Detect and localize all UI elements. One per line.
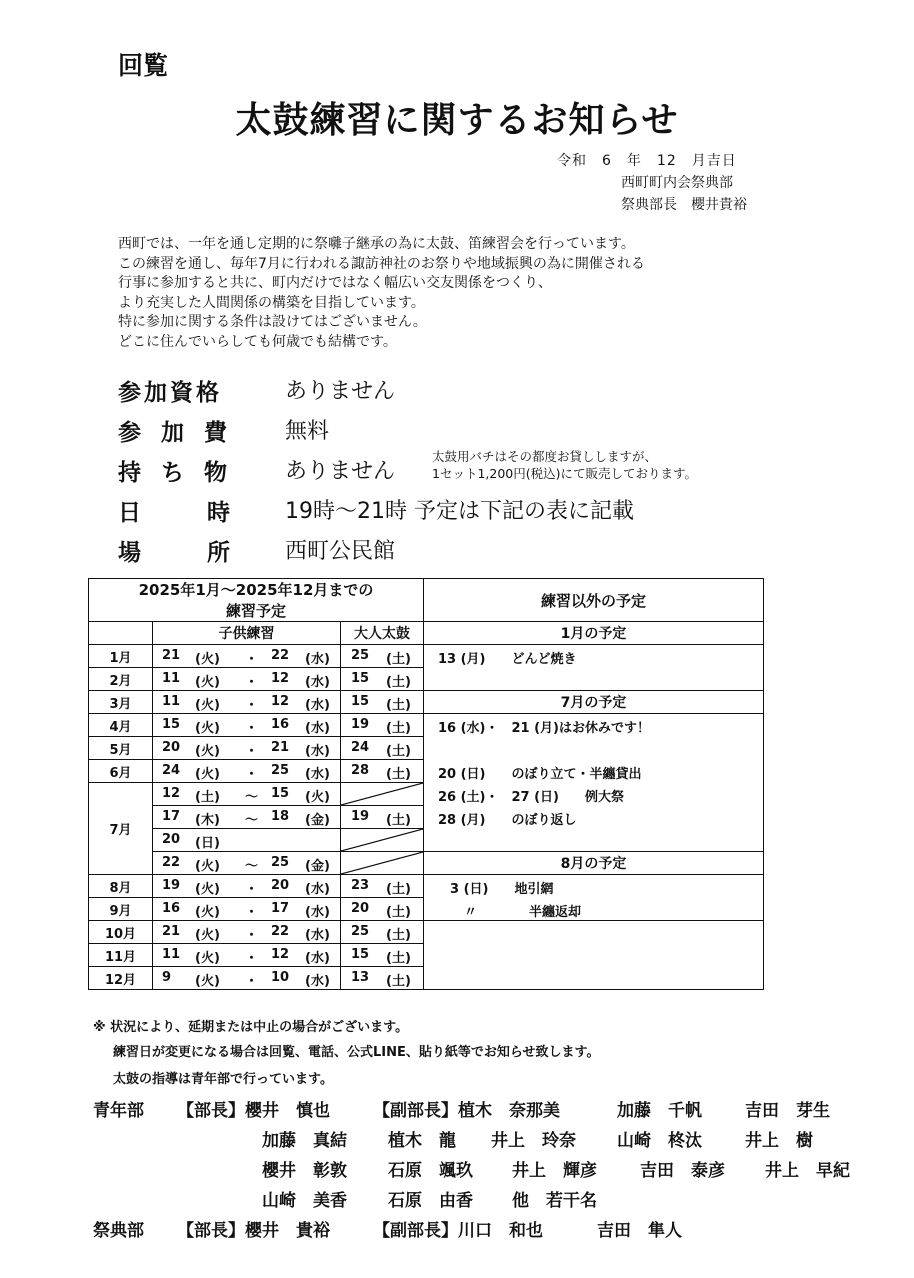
adult-practice-cell bbox=[341, 875, 424, 898]
children-date-part: 22 bbox=[162, 855, 181, 870]
adult-date-part: (土) bbox=[386, 744, 411, 759]
youth-member: 井上 樹 bbox=[745, 1131, 813, 1151]
children-practice-cell bbox=[153, 967, 341, 990]
children-date-part: (火) bbox=[195, 859, 220, 874]
children-date-part: (水) bbox=[305, 721, 330, 736]
youth-member: 井上 輝彦 bbox=[512, 1161, 597, 1181]
schedule-row bbox=[89, 898, 764, 921]
children-date-part: (火) bbox=[305, 790, 330, 805]
other-event: 20 (日) のぼり立て・半纏貸出 bbox=[438, 766, 642, 782]
month-cell: 3月 bbox=[89, 691, 153, 714]
children-date-part: 20 bbox=[162, 832, 181, 847]
children-date-part: ・ bbox=[245, 905, 259, 920]
children-date-part: (水) bbox=[305, 675, 330, 690]
youth-member: 他 若干名 bbox=[512, 1191, 597, 1211]
festival-sub-leader: 【副部長】川口 和也 bbox=[373, 1221, 543, 1241]
adult-date-part: 28 bbox=[351, 763, 370, 778]
children-date-part: 19 bbox=[162, 878, 181, 893]
other-month-header: 8月の予定 bbox=[560, 856, 627, 872]
other-event: 13 (月) どんど焼き bbox=[438, 652, 577, 667]
children-practice-cell bbox=[153, 852, 341, 875]
children-date-part: (金) bbox=[305, 859, 330, 874]
slash-line bbox=[341, 852, 423, 874]
adult-col-header: 大人太鼓 bbox=[341, 622, 424, 645]
children-date-part: 11 bbox=[162, 947, 181, 962]
adult-practice-cell bbox=[341, 944, 424, 967]
adult-date-part: (土) bbox=[386, 882, 411, 897]
other-schedule-cell bbox=[424, 898, 764, 921]
children-date-part: (水) bbox=[305, 905, 330, 920]
month-cell: 2月 bbox=[89, 668, 153, 691]
other-schedule-cell bbox=[424, 737, 764, 760]
practice-header: 2025年1月～2025年12月までの 練習予定 bbox=[89, 579, 424, 622]
schedule-row bbox=[89, 783, 764, 806]
children-date-part: 18 bbox=[271, 809, 290, 824]
other-event: 28 (月) のぼり返し bbox=[438, 812, 577, 828]
cond-value-fee: 無料 bbox=[285, 419, 330, 444]
children-date-part: (土) bbox=[195, 790, 220, 805]
youth-sub-leader: 【副部長】植木 奈那美 bbox=[373, 1101, 560, 1121]
youth-member: 山崎 美香 bbox=[262, 1191, 347, 1211]
other-schedule-cell bbox=[424, 691, 764, 714]
youth-member: 石原 由香 bbox=[388, 1191, 473, 1211]
other-event: 26 (土)・ 27 (日) 例大祭 bbox=[438, 789, 624, 805]
children-date-part: (火) bbox=[195, 951, 220, 966]
other-event: 3 (日) 地引網 bbox=[450, 882, 554, 897]
signer: 祭典部長 櫻井貴裕 bbox=[621, 197, 747, 213]
intro-line: より充実した人間関係の構築を目指しています。 bbox=[118, 294, 425, 311]
children-practice-cell bbox=[153, 691, 341, 714]
schedule-row bbox=[89, 806, 764, 829]
adult-practice-cell bbox=[341, 783, 424, 806]
other-schedule-cell bbox=[424, 921, 764, 944]
other-schedule-cell bbox=[424, 829, 764, 852]
adult-date-part: 15 bbox=[351, 694, 370, 709]
children-date-part: 24 bbox=[162, 763, 181, 778]
children-date-part: ・ bbox=[245, 744, 259, 759]
youth-member: 植木 龍 bbox=[388, 1131, 456, 1151]
children-date-part: (火) bbox=[195, 675, 220, 690]
other-schedule-cell bbox=[424, 783, 764, 806]
belongings-note-line: 1セット1,200円(税込)にて販売しております。 bbox=[432, 466, 697, 481]
youth-member: 吉田 泰彦 bbox=[640, 1161, 725, 1181]
adult-date-part: (土) bbox=[386, 974, 411, 989]
adult-date-part: 24 bbox=[351, 740, 370, 755]
adult-practice-cell bbox=[341, 806, 424, 829]
schedule-row bbox=[89, 829, 764, 852]
slash-line bbox=[341, 783, 423, 805]
children-date-part: 21 bbox=[162, 924, 181, 939]
children-date-part: 20 bbox=[162, 740, 181, 755]
children-date-part: (水) bbox=[305, 767, 330, 782]
children-date-part: ・ bbox=[245, 767, 259, 782]
children-practice-cell bbox=[153, 944, 341, 967]
note-instructor: 太鼓の指導は青年部で行っています。 bbox=[113, 1072, 333, 1087]
children-date-part: (火) bbox=[195, 698, 220, 713]
month-cell: 10月 bbox=[89, 921, 153, 944]
children-date-part: 15 bbox=[162, 717, 181, 732]
month-cell: 7月 bbox=[89, 783, 153, 875]
children-practice-cell bbox=[153, 921, 341, 944]
other-event: 〃 半纏返却 bbox=[464, 904, 582, 920]
schedule-row bbox=[89, 760, 764, 783]
children-date-part: 10 bbox=[271, 970, 290, 985]
children-date-part: ～ bbox=[245, 859, 259, 874]
other-schedule-cell bbox=[424, 806, 764, 829]
children-date-part: (水) bbox=[305, 882, 330, 897]
schedule-row bbox=[89, 714, 764, 737]
youth-member: 加藤 千帆 bbox=[617, 1101, 702, 1121]
other-schedule-cell bbox=[424, 714, 764, 737]
festival-member: 吉田 隼人 bbox=[597, 1221, 682, 1241]
intro-line: この練習を通し、毎年7月に行われる諏訪神社のお祭りや地域振興の為に開催される bbox=[118, 255, 645, 272]
adult-date-part: 15 bbox=[351, 671, 370, 686]
children-date-part: 17 bbox=[271, 901, 290, 916]
other-header: 練習以外の予定 bbox=[424, 579, 764, 622]
youth-leader: 【部長】櫻井 慎也 bbox=[177, 1101, 330, 1121]
children-date-part: 11 bbox=[162, 694, 181, 709]
month-cell: 11月 bbox=[89, 944, 153, 967]
children-date-part: 12 bbox=[271, 947, 290, 962]
children-date-part: (火) bbox=[195, 721, 220, 736]
children-date-part: 21 bbox=[271, 740, 290, 755]
children-date-part: ～ bbox=[245, 790, 259, 805]
cond-label-place: 場所 bbox=[118, 540, 296, 566]
adult-date-part: 19 bbox=[351, 809, 370, 824]
cond-label-fee: 参加費 bbox=[118, 420, 247, 446]
schedule-row bbox=[89, 668, 764, 691]
children-date-part: (水) bbox=[305, 744, 330, 759]
other-event: 16 (水)・ 21 (月)はお休みです！ bbox=[438, 721, 650, 736]
adult-practice-cell bbox=[341, 829, 424, 852]
month-cell: 1月 bbox=[89, 645, 153, 668]
intro-line: 西町では、一年を通し定期的に祭囃子継承の為に太鼓、笛練習会を行っています。 bbox=[118, 236, 635, 252]
children-date-part: (水) bbox=[305, 974, 330, 989]
month-cell: 12月 bbox=[89, 967, 153, 990]
belongings-note bbox=[432, 448, 697, 482]
children-date-part: 12 bbox=[162, 786, 181, 801]
youth-member: 櫻井 彰敦 bbox=[262, 1161, 347, 1181]
kairan-label: 回覧 bbox=[118, 51, 169, 80]
children-date-part: 25 bbox=[271, 855, 290, 870]
adult-date-part: (土) bbox=[386, 767, 411, 782]
cond-value-eligibility: ありません bbox=[285, 379, 396, 404]
cond-label-datetime: 日時 bbox=[118, 500, 296, 526]
children-date-part: (火) bbox=[195, 928, 220, 943]
other-schedule-cell bbox=[424, 944, 764, 967]
children-date-part: ～ bbox=[245, 813, 259, 828]
adult-date-part: (土) bbox=[386, 698, 411, 713]
cond-label-eligibility: 参加資格 bbox=[118, 380, 222, 406]
month-cell: 9月 bbox=[89, 898, 153, 921]
children-date-part: 22 bbox=[271, 924, 290, 939]
intro-paragraph bbox=[118, 235, 645, 352]
children-date-part: ・ bbox=[245, 928, 259, 943]
youth-member: 井上 玲奈 bbox=[491, 1131, 576, 1151]
other-month-header: 7月の予定 bbox=[560, 695, 627, 711]
cond-value-datetime: 19時～21時 予定は下記の表に記載 bbox=[285, 499, 634, 524]
youth-member: 吉田 芽生 bbox=[745, 1101, 830, 1121]
adult-date-part: (土) bbox=[386, 813, 411, 828]
adult-date-part: (土) bbox=[386, 928, 411, 943]
youth-member: 加藤 真結 bbox=[262, 1131, 347, 1151]
youth-dept-label: 青年部 bbox=[93, 1101, 144, 1121]
adult-date-part: (土) bbox=[386, 951, 411, 966]
children-date-part: (火) bbox=[195, 882, 220, 897]
adult-practice-cell bbox=[341, 760, 424, 783]
note-postpone: ※ 状況により、延期または中止の場合がございます。 bbox=[93, 1020, 409, 1035]
other-schedule-cell bbox=[424, 875, 764, 898]
adult-date-part: 19 bbox=[351, 717, 370, 732]
adult-practice-cell bbox=[341, 691, 424, 714]
other-schedule-cell bbox=[424, 645, 764, 668]
empty-slash bbox=[341, 852, 423, 874]
month-cell: 8月 bbox=[89, 875, 153, 898]
children-date-part: (火) bbox=[195, 905, 220, 920]
children-date-part: ・ bbox=[245, 951, 259, 966]
children-date-part: (水) bbox=[305, 951, 330, 966]
children-date-part: ・ bbox=[245, 721, 259, 736]
children-date-part: (火) bbox=[195, 652, 220, 667]
festival-dept-label: 祭典部 bbox=[93, 1221, 144, 1241]
schedule-row bbox=[89, 944, 764, 967]
youth-member: 山崎 柊汰 bbox=[617, 1131, 702, 1151]
children-date-part: ・ bbox=[245, 698, 259, 713]
adult-practice-cell bbox=[341, 921, 424, 944]
adult-date-part: 25 bbox=[351, 648, 370, 663]
children-date-part: (日) bbox=[195, 836, 220, 851]
children-practice-cell bbox=[153, 737, 341, 760]
slash-line bbox=[341, 829, 423, 851]
schedule-row bbox=[89, 737, 764, 760]
issue-date: 令和 6 年 12 月吉日 bbox=[557, 153, 737, 169]
adult-practice-cell bbox=[341, 737, 424, 760]
children-col-header: 子供練習 bbox=[153, 622, 341, 645]
schedule-row bbox=[89, 691, 764, 714]
adult-date-part: (土) bbox=[386, 905, 411, 920]
schedule-row bbox=[89, 875, 764, 898]
children-date-part: 22 bbox=[271, 648, 290, 663]
children-date-part: 25 bbox=[271, 763, 290, 778]
children-date-part: ・ bbox=[245, 675, 259, 690]
belongings-note-line: 太鼓用バチはその都度お貸ししますが、 bbox=[432, 449, 658, 464]
month-cell: 4月 bbox=[89, 714, 153, 737]
children-date-part: ・ bbox=[245, 652, 259, 667]
organization: 西町町内会祭典部 bbox=[621, 175, 733, 191]
adult-date-part: (土) bbox=[386, 721, 411, 736]
intro-line: 特に参加に関する条件は設けてはございません。 bbox=[118, 314, 427, 330]
cond-value-place: 西町公民館 bbox=[285, 539, 396, 564]
schedule-row bbox=[89, 921, 764, 944]
children-date-part: ・ bbox=[245, 882, 259, 897]
month-cell: 5月 bbox=[89, 737, 153, 760]
festival-leader: 【部長】櫻井 貴裕 bbox=[177, 1221, 330, 1241]
intro-line: どこに住んでいらしても何歳でも結構です。 bbox=[118, 333, 397, 350]
children-date-part: 9 bbox=[162, 970, 172, 985]
children-practice-cell bbox=[153, 829, 341, 852]
children-practice-cell bbox=[153, 783, 341, 806]
schedule-row bbox=[89, 852, 764, 875]
adult-date-part: 20 bbox=[351, 901, 370, 916]
children-date-part: (火) bbox=[195, 767, 220, 782]
children-date-part: ・ bbox=[245, 974, 259, 989]
youth-member: 井上 早紀 bbox=[765, 1161, 850, 1181]
other-jan-header: 1月の予定 bbox=[424, 622, 764, 645]
children-practice-cell bbox=[153, 875, 341, 898]
adult-date-part: 25 bbox=[351, 924, 370, 939]
children-practice-cell bbox=[153, 760, 341, 783]
children-practice-cell bbox=[153, 645, 341, 668]
cond-label-belongings: 持ち物 bbox=[118, 460, 247, 486]
other-schedule-cell bbox=[424, 852, 764, 875]
children-date-part: 17 bbox=[162, 809, 181, 824]
children-date-part: 12 bbox=[271, 671, 290, 686]
children-date-part: 20 bbox=[271, 878, 290, 893]
children-date-part: (水) bbox=[305, 652, 330, 667]
children-practice-cell bbox=[153, 668, 341, 691]
adult-practice-cell bbox=[341, 967, 424, 990]
children-date-part: 21 bbox=[162, 648, 181, 663]
children-date-part: 15 bbox=[271, 786, 290, 801]
schedule-row bbox=[89, 645, 764, 668]
adult-date-part: (土) bbox=[386, 675, 411, 690]
adult-date-part: (土) bbox=[386, 652, 411, 667]
month-col-header bbox=[89, 622, 153, 645]
cond-value-belongings: ありません bbox=[285, 459, 396, 484]
adult-practice-cell bbox=[341, 714, 424, 737]
empty-slash bbox=[341, 783, 423, 805]
other-schedule-cell bbox=[424, 760, 764, 783]
month-cell: 6月 bbox=[89, 760, 153, 783]
adult-date-part: 23 bbox=[351, 878, 370, 893]
children-date-part: 16 bbox=[271, 717, 290, 732]
other-schedule-cell bbox=[424, 668, 764, 691]
adult-practice-cell bbox=[341, 668, 424, 691]
youth-member: 石原 颯玖 bbox=[388, 1161, 473, 1181]
children-date-part: (木) bbox=[195, 813, 220, 828]
children-date-part: (火) bbox=[195, 744, 220, 759]
other-schedule-cell bbox=[424, 967, 764, 990]
children-practice-cell bbox=[153, 898, 341, 921]
children-date-part: (火) bbox=[195, 974, 220, 989]
adult-practice-cell bbox=[341, 852, 424, 875]
intro-line: 行事に参加すると共に、町内だけではなく幅広い交友関係をつくり、 bbox=[118, 275, 552, 291]
children-date-part: 16 bbox=[162, 901, 181, 916]
children-date-part: (水) bbox=[305, 928, 330, 943]
empty-slash bbox=[341, 829, 423, 851]
children-date-part: (水) bbox=[305, 698, 330, 713]
note-change: 練習日が変更になる場合は回覧、電話、公式LINE、貼り紙等でお知らせ致します。 bbox=[113, 1045, 600, 1060]
schedule-table bbox=[88, 578, 764, 990]
children-date-part: 12 bbox=[271, 694, 290, 709]
children-practice-cell bbox=[153, 806, 341, 829]
adult-practice-cell bbox=[341, 898, 424, 921]
adult-date-part: 13 bbox=[351, 970, 370, 985]
adult-practice-cell bbox=[341, 645, 424, 668]
adult-date-part: 15 bbox=[351, 947, 370, 962]
children-date-part: (金) bbox=[305, 813, 330, 828]
children-practice-cell bbox=[153, 714, 341, 737]
schedule-row bbox=[89, 967, 764, 990]
children-date-part: 11 bbox=[162, 671, 181, 686]
page-title: 太鼓練習に関するお知らせ bbox=[235, 100, 679, 141]
